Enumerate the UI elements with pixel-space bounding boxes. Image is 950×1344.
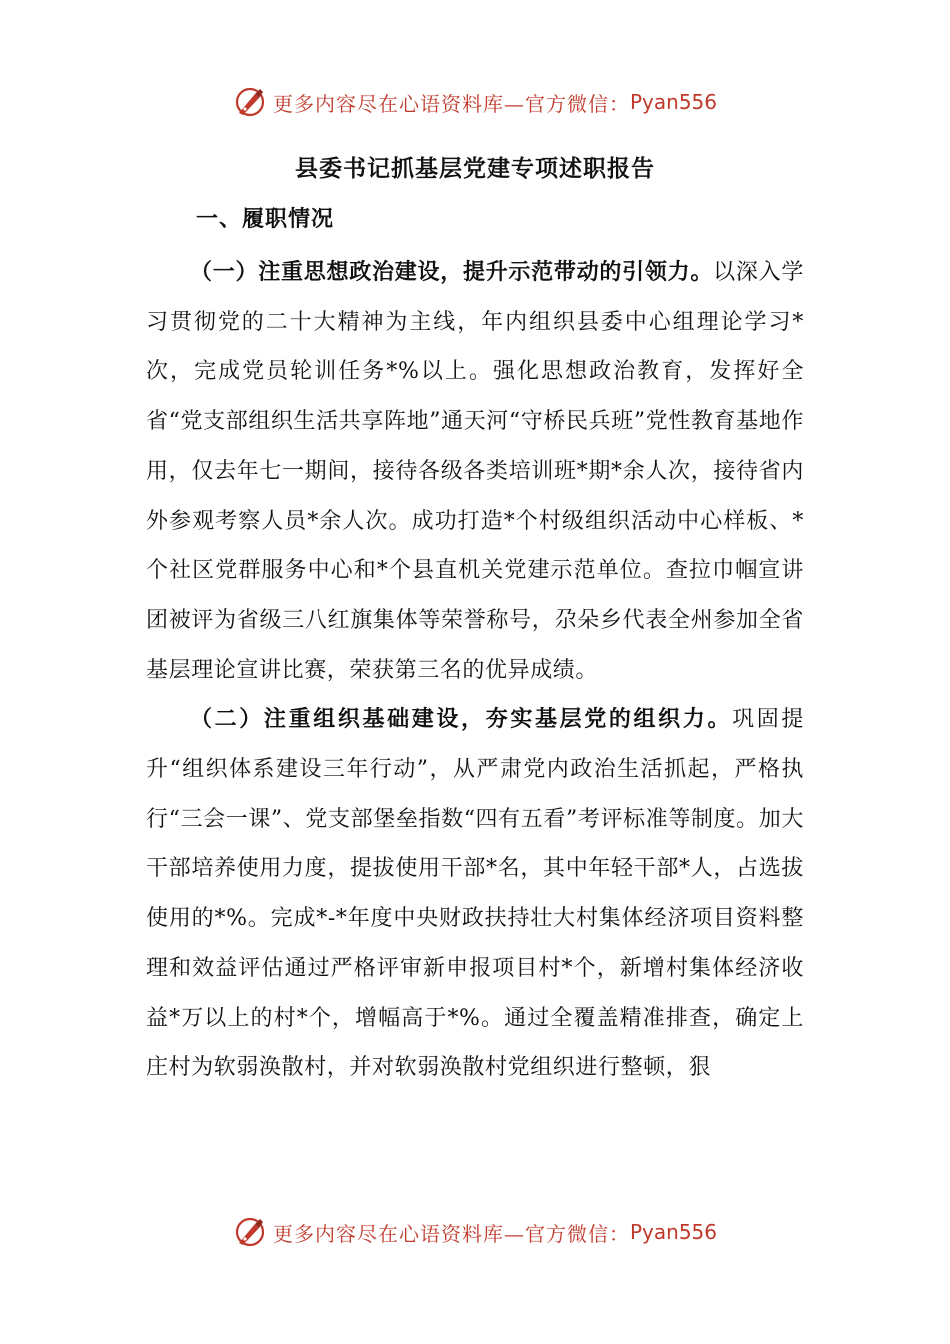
footer-watermark-banner	[0, 1210, 950, 1254]
header-watermark-banner	[0, 80, 950, 124]
document-title: 县委书记抓基层党建专项述职报告	[295, 156, 655, 182]
banner-text: 更多内容尽在心语资料库—官方微信：	[272, 91, 630, 116]
banner-wechat-id: Pyan556	[629, 1220, 717, 1244]
paragraph-1	[146, 248, 804, 695]
banner-text: 更多内容尽在心语资料库—官方微信：	[272, 1221, 630, 1246]
banner-wechat-id: Pyan556	[629, 90, 717, 114]
pen-nib-icon	[233, 1215, 267, 1249]
paragraph-2	[146, 695, 804, 1093]
paragraph-2-body: 巩固提升“组织体系建设三年行动”，从严肃党内政治生活抓起，严格执行“三会一课”、党支部堡垒指数“四有五看”考评标准等制度。加大干部培养使用力度，提拔使用干部*名，其中年轻干部*人，占选拔使用的*%。完成*-*年度中央财政扶持壮大村集体经济项目资料整理和效益评估通过严格评审新申报项目村*个，新增村集体经济收益*万以上的村*个，增幅高于*%。通过全覆盖精准排查，确定上庄村为软弱涣散村，并对软弱涣散村党组织进行整顿，狠	[146, 707, 804, 1081]
pen-nib-icon	[233, 85, 267, 119]
paragraph-1-heading: （一）注重思想政治建设，提升示范带动的引领力。	[190, 260, 714, 285]
paragraph-2-heading: （二）注重组织基础建设，夯实基层党的组织力。	[190, 707, 733, 733]
paragraph-1-body: 以深入学习贯彻党的二十大精神为主线，年内组织县委中心组理论学习*次，完成党员轮训任务*%以上。强化思想政治教育，发挥好全省“党支部组织生活共享阵地”通天河“守桥民兵班”党性教育基地作用，仅去年七一期间，接待各级各类培训班*期*余人次，接待省内外参观考察人员*余人次。成功打造*个村级组织活动中心样板、*个社区党群服务中心和*个县直机关党建示范单位。查拉巾帼宣讲团被评为省级三八红旗集体等荣誉称号，尕朵乡代表全州参加全省基层理论宣讲比赛，荣获第三名的优异成绩。	[146, 260, 804, 683]
section-heading: 一、履职情况	[196, 207, 335, 232]
document-body	[146, 248, 804, 1093]
